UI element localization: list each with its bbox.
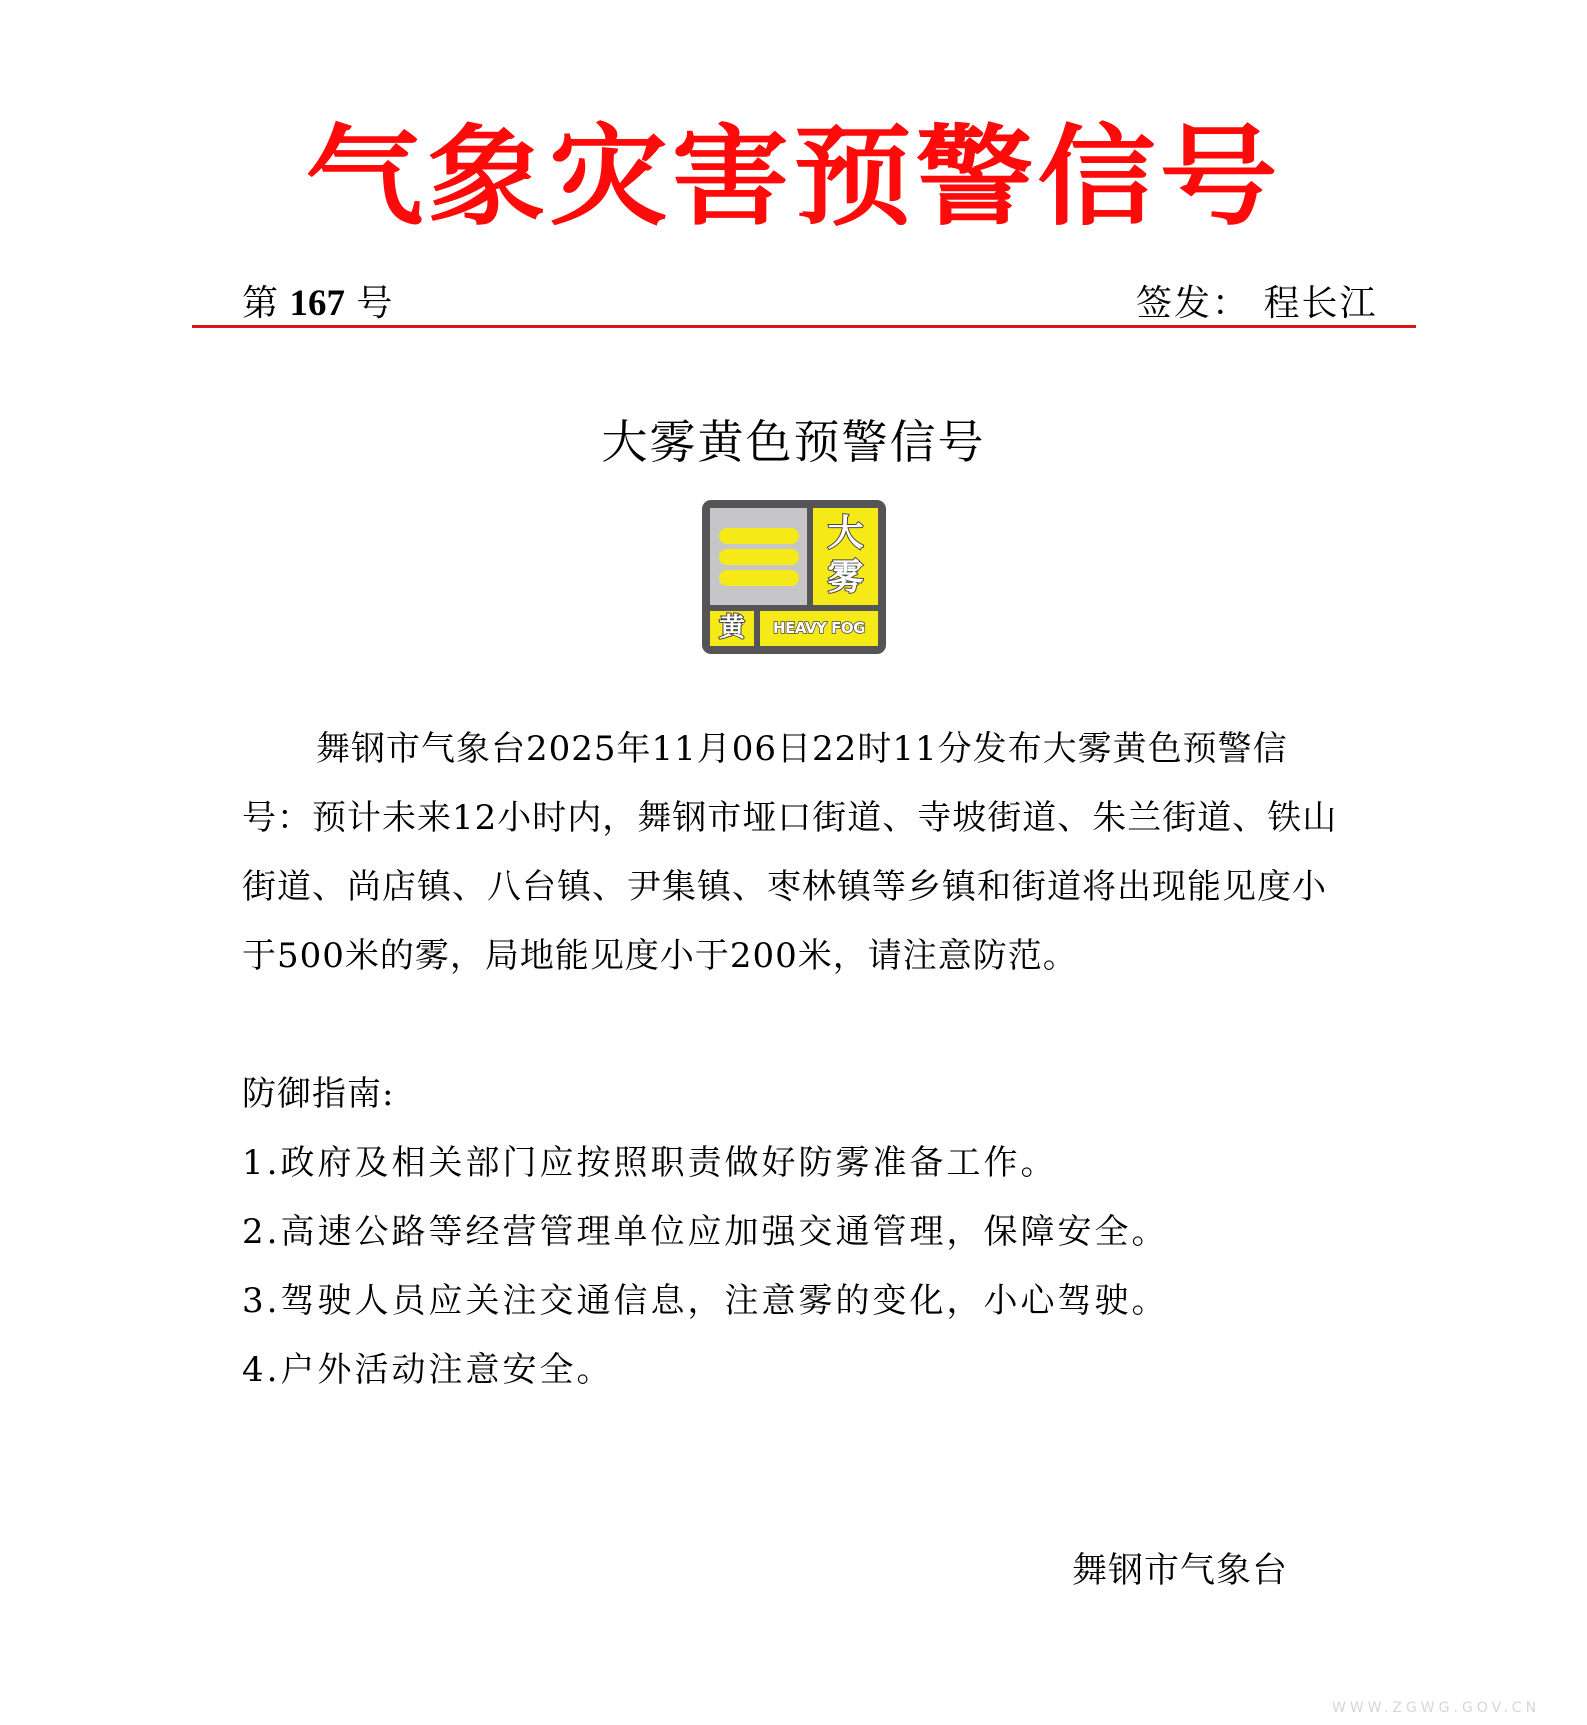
alert-title: 大雾黄色预警信号 <box>601 415 986 469</box>
guide-item: 4.户外活动注意安全。 <box>242 1350 614 1390</box>
document-number-prefix: 第 <box>242 283 279 324</box>
signer-name: 程长江 <box>1263 283 1378 324</box>
fog-bar-icon <box>719 528 799 544</box>
defense-guide-list <box>242 1129 1352 1405</box>
document-number-value: 167 <box>289 283 345 324</box>
signer-label: 签发： <box>1136 283 1251 324</box>
fog-bar-icon <box>719 570 799 586</box>
warning-level-panel <box>710 611 754 646</box>
issuer-signature: 舞钢市气象台 <box>1072 1551 1289 1591</box>
warning-english-panel <box>760 611 878 646</box>
fog-bars-panel <box>710 508 807 605</box>
defense-guide-heading: 防御指南: <box>242 1074 395 1114</box>
alert-paragraph: 舞钢市气象台2025年11月06日22时11分发布大雾黄色预警信号：预计未来12小时内，舞钢市垭口街道、寺坡街道、朱兰街道、铁山街道、尚店镇、八台镇、尹集镇、枣林镇等乡镇和街道将出现能见度小于500米的雾，局地能见度小于200米，请注意防范。 <box>242 729 1338 976</box>
warning-name-panel <box>813 508 878 605</box>
guide-item: 3.驾驶人员应关注交通信息，注意雾的变化，小心驾驶。 <box>242 1281 1169 1321</box>
banner-title: 气象灾害预警信号 <box>305 113 1282 241</box>
document-number <box>242 282 392 326</box>
warning-name-char: 雾 <box>827 557 864 598</box>
watermark: WWW.ZGWG.GOV.CN <box>1332 1700 1541 1716</box>
fog-bar-icon <box>719 549 799 565</box>
header-red-rule <box>192 325 1416 328</box>
document-number-suffix: 号 <box>356 283 393 324</box>
guide-item: 2.高速公路等经营管理单位应加强交通管理，保障安全。 <box>242 1212 1169 1252</box>
signer <box>1136 282 1377 326</box>
warning-level-char: 黄 <box>718 613 745 643</box>
heavy-fog-yellow-warning-icon <box>702 500 886 654</box>
guide-item: 1.政府及相关部门应按照职责做好防雾准备工作。 <box>242 1143 1058 1183</box>
warning-english-label: HEAVY FOG <box>773 619 865 637</box>
warning-name-char: 大 <box>827 513 864 554</box>
